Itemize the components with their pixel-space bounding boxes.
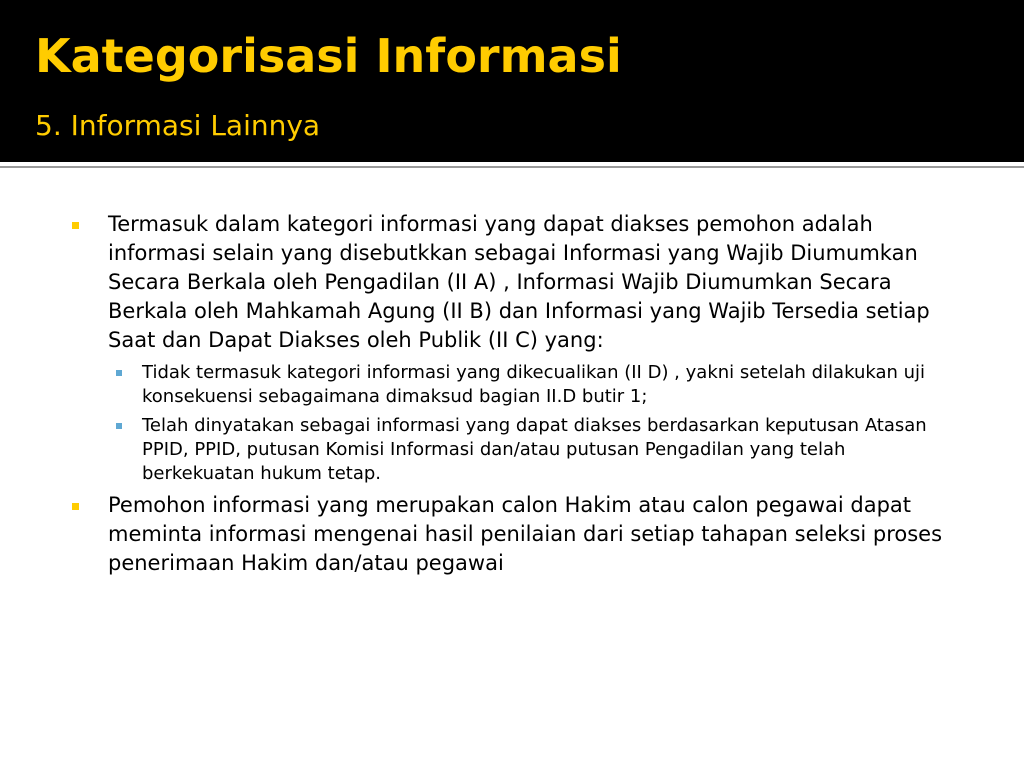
- slide-content: [0, 168, 1024, 768]
- bullet-item-1: [70, 210, 960, 486]
- square-bullet-icon: [116, 370, 122, 376]
- slide-title: Kategorisasi Informasi: [35, 29, 622, 83]
- sub-bullet-list: [108, 361, 960, 486]
- slide-subtitle: 5. Informasi Lainnya: [35, 109, 321, 142]
- sub-bullet-text-2: Telah dinyatakan sebagai informasi yang dapat diakses berdasarkan keputusan Atasan PPID, PPID, putusan Komisi Informasi dan/atau putusan Pengadilan yang telah berkekuatan hukum tetap.: [142, 415, 927, 484]
- bullet-text-1: Termasuk dalam kategori informasi yang dapat diakses pemohon adalah informasi selain yang disebutkkan sebagai Informasi yang Wajib Diumumkan Secara Berkala oleh Pengadilan (II A) , Informasi Wajib Diumumkan Secara Berkala oleh Mahkamah Agung (II B) dan Informasi yang Wajib Tersedia setiap Saat dan Dapat Diakses oleh Publik (II C) yang:: [108, 212, 930, 352]
- slide-header: [0, 0, 1024, 162]
- sub-bullet-item-1: [108, 361, 960, 409]
- square-bullet-icon: [72, 222, 79, 229]
- bullet-list: [70, 210, 960, 578]
- bullet-text-2: Pemohon informasi yang merupakan calon Hakim atau calon pegawai dapat meminta informasi mengenai hasil penilaian dari setiap tahapan seleksi proses penerimaan Hakim dan/atau pegawai: [108, 493, 943, 575]
- sub-bullet-text-1: Tidak termasuk kategori informasi yang dikecualikan (II D) , yakni setelah dilakukan uji konsekuensi sebagaimana dimaksud bagian II.D butir 1;: [142, 362, 926, 407]
- square-bullet-icon: [72, 503, 79, 510]
- bullet-item-2: [70, 491, 960, 578]
- square-bullet-icon: [116, 423, 122, 429]
- sub-bullet-item-2: [108, 414, 960, 486]
